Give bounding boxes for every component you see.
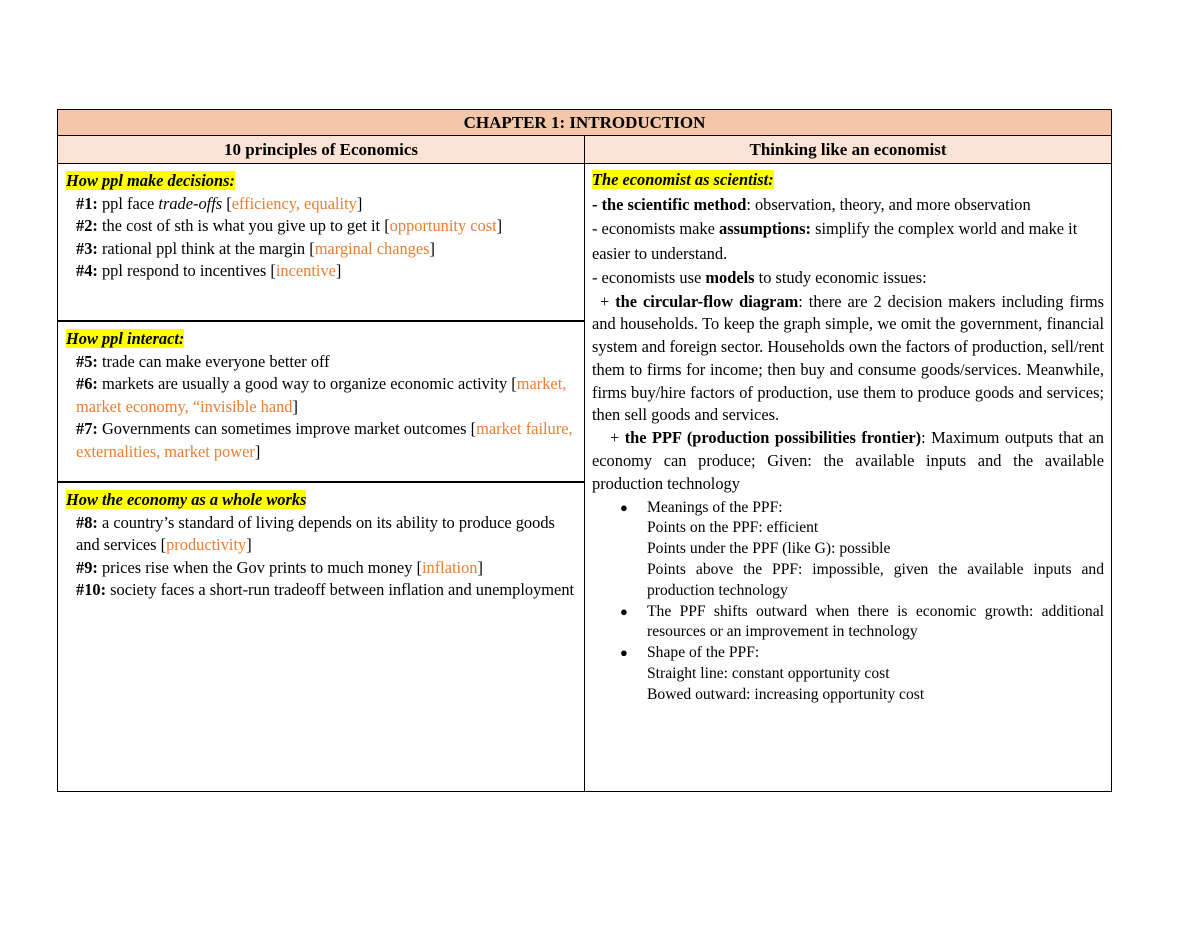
right-column-header: Thinking like an economist [749, 140, 947, 159]
principle-1: #1: ppl face trade-offs [efficiency, equality] [76, 193, 363, 213]
bullet-icon: ● [620, 603, 628, 619]
section-heading: How ppl interact: [66, 329, 185, 348]
section-interact [58, 322, 584, 463]
section-scientist [585, 164, 1112, 706]
principle-2: #2: the cost of sth is what you give up to get it [opportunity cost] [76, 216, 503, 235]
principle-7: #7: Governments can sometimes improve market outcomes [market failure, externalities, market power] [76, 419, 573, 461]
principle-10: #10: society faces a short-run tradeoff between inflation and unemployment [76, 580, 575, 599]
bullet-icon: ● [620, 499, 628, 515]
section-economy [58, 483, 584, 602]
chapter-title: CHAPTER 1: INTRODUCTION [58, 110, 1111, 136]
section-heading: How the economy as a whole works [66, 490, 307, 509]
ppf-paragraph: + the PPF (production possibilities frontier): Maximum outputs that an economy can produce; Given: the available inputs and the available production technology [592, 428, 1105, 493]
left-column-header: 10 principles of Economics [223, 140, 419, 159]
notes-table [57, 109, 1112, 792]
principle-8: #8: a country’s standard of living depends on its ability to produce goods and services [productivity] [76, 512, 555, 554]
principle-3: #3: rational ppl think at the margin [marginal changes] [76, 238, 436, 258]
list-item: ● Meanings of the PPF: Points on the PPF: efficient Points under the PPF (like G): possible Points above the PPF: impossible, given the available inputs and production technology [620, 498, 1104, 599]
principle-9: #9: prices rise when the Gov prints to much money [inflation] [76, 557, 483, 577]
section-heading: The economist as scientist: [592, 170, 774, 189]
assumptions-line: - economists make assumptions: simplify the complex world and make it easier to understand. [592, 219, 1078, 263]
list-item: ● The PPF shifts outward when there is economic growth: additional resources or an improvement in technology [620, 602, 1104, 641]
bullet-icon: ● [620, 645, 628, 661]
principle-4: #4: ppl respond to incentives [incentive] [76, 261, 342, 280]
section-decisions [58, 164, 584, 283]
principle-6: #6: markets are usually a good way to organize economic activity [market, market economy, “invisible hand] [76, 374, 567, 416]
circular-flow-paragraph: + the circular-flow diagram: there are 2 decision makers including firms and households. To keep the graph simple, we omit the government, financial system and foreign sector. Households own the factors of production, sell/rent them to firms for income; then buy and consume goods/services. Meanwhile, firms buy/hire factors of production, use them to produce goods and services; then sell goods and services. [592, 291, 1104, 425]
models-line: - economists use models to study economic issues: [592, 268, 927, 287]
ppf-bullet-list [592, 498, 1104, 706]
scientific-method-line: - the scientific method: observation, theory, and more observation [592, 194, 1031, 214]
principle-5: #5: trade can make everyone better off [76, 351, 330, 371]
list-item: ● Shape of the PPF: Straight line: constant opportunity cost Bowed outward: increasing opportunity cost [620, 644, 925, 703]
section-heading: How ppl make decisions: [66, 171, 235, 190]
